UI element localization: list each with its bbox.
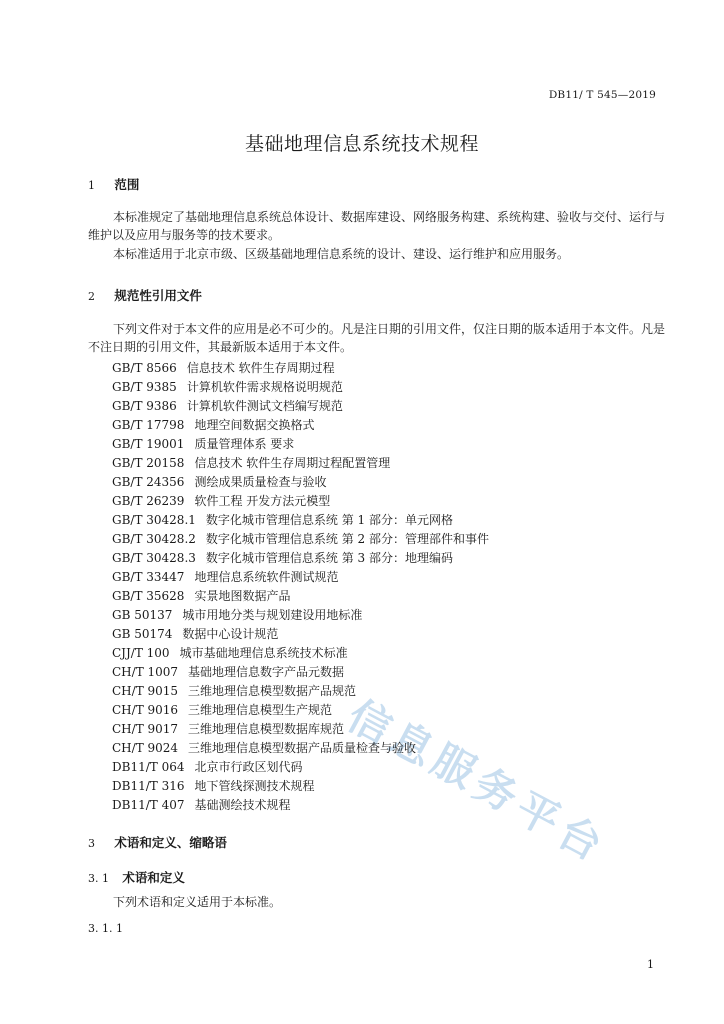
- reference-code: GB/T 8566: [112, 361, 177, 375]
- reference-code: GB/T 30428.1: [112, 513, 196, 527]
- reference-name: 实景地图数据产品: [194, 589, 291, 603]
- reference-name: 计算机软件需求规格说明规范: [186, 380, 343, 394]
- subsection-title: 术语和定义: [122, 870, 185, 885]
- reference-item: [112, 511, 489, 530]
- reference-name: 计算机软件测试文档编写规范: [186, 399, 343, 413]
- section-number: 3: [88, 837, 95, 850]
- reference-item: [112, 587, 489, 606]
- references-list: [112, 359, 489, 815]
- reference-code: GB/T 9386: [112, 399, 177, 413]
- reference-code: CJJ/T 100: [112, 646, 170, 660]
- subsubsection-number: 3. 1. 1: [88, 922, 123, 935]
- section-heading-normative-references: [88, 286, 202, 304]
- reference-code: GB/T 24356: [112, 475, 185, 489]
- reference-code: GB/T 17798: [112, 418, 185, 432]
- section-title: 规范性引用文件: [114, 288, 202, 303]
- references-intro: 下列文件对于本文件的应用是必不可少的。凡是注日期的引用文件，仅注日期的版本适用于本文件。凡是不注日期的引用文件，其最新版本适用于本文件。: [88, 322, 666, 354]
- reference-code: GB/T 9385: [112, 380, 177, 394]
- reference-item: [112, 530, 489, 549]
- watermark-char: 信: [339, 690, 400, 754]
- reference-name: 三维地理信息模型数据产品质量检查与验收: [188, 741, 417, 755]
- reference-code: GB/T 26239: [112, 494, 185, 508]
- reference-item: [112, 397, 489, 416]
- reference-item: [112, 359, 489, 378]
- reference-item: [112, 682, 489, 701]
- watermark-char: 台: [549, 806, 610, 870]
- reference-name: 软件工程 开发方法元模型: [194, 494, 331, 508]
- reference-item: [112, 701, 489, 720]
- section-title: 范围: [114, 177, 140, 192]
- reference-code: GB/T 30428.3: [112, 551, 196, 565]
- reference-item: [112, 416, 489, 435]
- reference-item: [112, 378, 489, 397]
- subsection-number: 3. 1: [88, 872, 109, 885]
- reference-name: 三维地理信息模型数据库规范: [188, 722, 345, 736]
- reference-name: 数据中心设计规范: [182, 627, 279, 641]
- reference-name: 测绘成果质量检查与验收: [194, 475, 327, 489]
- reference-item: [112, 739, 489, 758]
- reference-code: CH/T 9016: [112, 703, 179, 717]
- scope-paragraph-1: 本标准规定了基础地理信息系统总体设计、数据库建设、网络服务构建、系统构建、验收与交付、运行与维护以及应用与服务等的技术要求。: [88, 210, 666, 242]
- section-heading-scope: [88, 175, 139, 193]
- watermark-char: 服: [423, 734, 484, 798]
- reference-name: 基础地理信息数字产品元数据: [188, 665, 345, 679]
- reference-code: GB/T 20158: [112, 456, 185, 470]
- reference-item: [112, 644, 489, 663]
- reference-name: 数字化城市管理信息系统 第 1 部分：单元网格: [205, 513, 453, 527]
- reference-name: 城市基础地理信息系统技术标准: [179, 646, 348, 660]
- reference-item: [112, 663, 489, 682]
- reference-item: [112, 720, 489, 739]
- reference-name: 质量管理体系 要求: [194, 437, 295, 451]
- standard-code: DB11/ T 545—2019: [548, 89, 656, 101]
- reference-code: GB 50137: [112, 608, 173, 622]
- section-title: 术语和定义、缩略语: [114, 835, 227, 850]
- page-number: 1: [647, 958, 654, 971]
- reference-item: [112, 454, 489, 473]
- reference-name: 数字化城市管理信息系统 第 2 部分：管理部件和事件: [205, 532, 489, 546]
- reference-name: 信息技术 软件生存周期过程: [186, 361, 335, 375]
- reference-item: [112, 625, 489, 644]
- reference-item: [112, 435, 489, 454]
- reference-code: DB11/T 407: [112, 798, 185, 812]
- reference-name: 地下管线探测技术规程: [194, 779, 315, 793]
- section-number: 1: [88, 179, 95, 192]
- reference-item: [112, 549, 489, 568]
- watermark-char: 平: [507, 782, 568, 846]
- reference-code: CH/T 9024: [112, 741, 179, 755]
- reference-code: CH/T 9015: [112, 684, 179, 698]
- reference-code: GB/T 33447: [112, 570, 185, 584]
- reference-name: 基础测绘技术规程: [194, 798, 291, 812]
- reference-code: DB11/T 316: [112, 779, 185, 793]
- reference-name: 地理信息系统软件测试规范: [194, 570, 339, 584]
- watermark-char: 务: [465, 758, 526, 822]
- subsection-heading-terms-definitions: [88, 868, 185, 886]
- reference-code: GB/T 35628: [112, 589, 185, 603]
- reference-item: [112, 606, 489, 625]
- reference-name: 三维地理信息模型数据产品规范: [188, 684, 357, 698]
- watermark-char: 息: [381, 712, 442, 776]
- reference-name: 北京市行政区划代码: [194, 760, 303, 774]
- page-title: 基础地理信息系统技术规程: [244, 133, 479, 155]
- section-heading-terms: [88, 833, 227, 851]
- reference-item: [112, 796, 489, 815]
- reference-code: CH/T 1007: [112, 665, 179, 679]
- reference-item: [112, 473, 489, 492]
- scope-paragraph-2: 本标准适用于北京市级、区级基础地理信息系统的设计、建设、运行维护和应用服务。: [113, 247, 570, 261]
- reference-code: CH/T 9017: [112, 722, 179, 736]
- reference-code: GB 50174: [112, 627, 173, 641]
- reference-item: [112, 777, 489, 796]
- reference-name: 地理空间数据交换格式: [194, 418, 315, 432]
- reference-item: [112, 568, 489, 587]
- reference-code: GB/T 19001: [112, 437, 185, 451]
- reference-item: [112, 492, 489, 511]
- section-number: 2: [88, 290, 95, 303]
- reference-code: GB/T 30428.2: [112, 532, 196, 546]
- reference-code: DB11/T 064: [112, 760, 185, 774]
- reference-name: 数字化城市管理信息系统 第 3 部分：地理编码: [205, 551, 453, 565]
- terms-intro: 下列术语和定义适用于本标准。: [113, 895, 282, 909]
- reference-item: [112, 758, 489, 777]
- reference-name: 三维地理信息模型生产规范: [188, 703, 333, 717]
- reference-name: 城市用地分类与规划建设用地标准: [182, 608, 363, 622]
- reference-name: 信息技术 软件生存周期过程配置管理: [194, 456, 391, 470]
